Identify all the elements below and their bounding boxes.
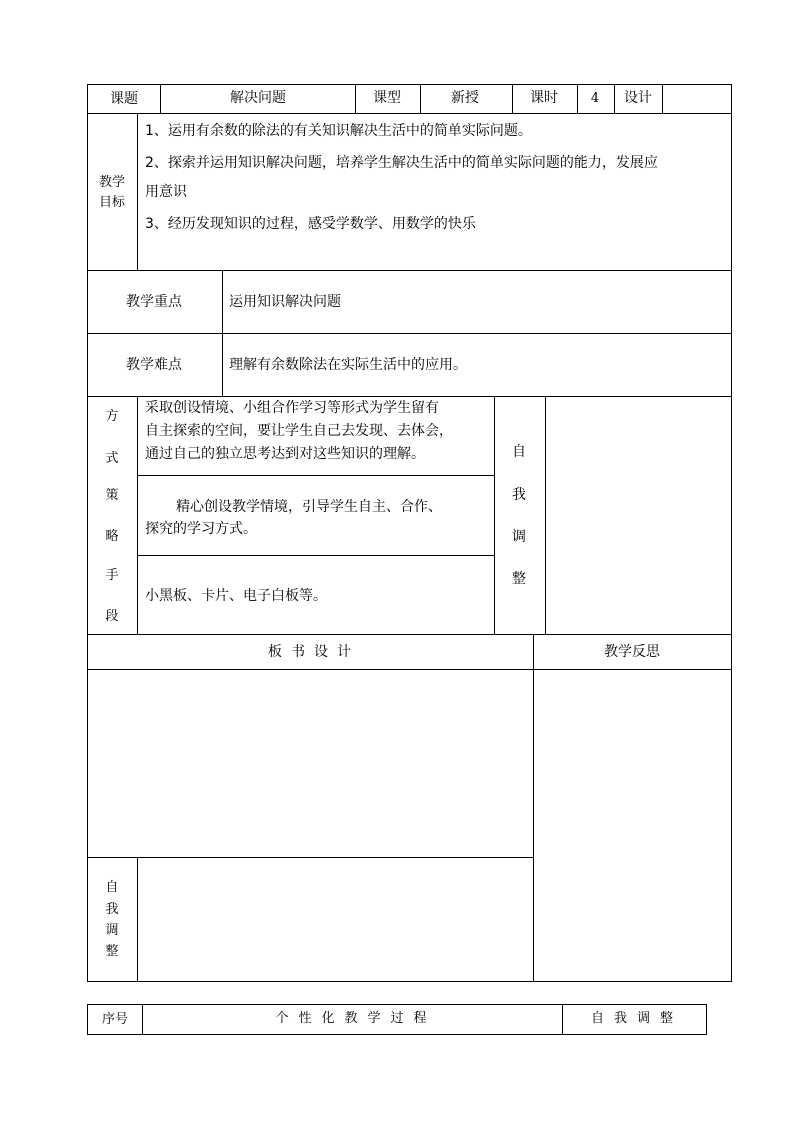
table-border-bottom [87, 1034, 707, 1035]
strategy-line: 精心创设教学情境，引导学生自主、合作、 [176, 499, 442, 515]
table-border-top [87, 84, 732, 85]
table-rule [87, 270, 732, 271]
seq-label: 序号 [101, 1012, 129, 1027]
means-value: 小黑板、卡片、电子白板等。 [145, 588, 327, 604]
table-rule [87, 634, 732, 635]
goal-item: 2、探索并运用知识解决问题，培养学生解决生活中的简单实际问题的能力，发展应 [145, 155, 658, 171]
goal-item: 用意识 [145, 184, 187, 200]
table-rule [137, 555, 494, 556]
reflection-label: 教学反思 [604, 644, 660, 660]
table-border-left [87, 84, 88, 982]
difficulty-label: 教学难点 [126, 357, 182, 373]
table-rule [512, 84, 513, 114]
board-self-adjust-label: 自 [105, 880, 119, 895]
table-rule [87, 333, 732, 334]
mode-line: 采取创设情境、小组合作学习等形式为学生留有 [145, 400, 439, 416]
table-border-left [87, 1004, 88, 1035]
table-rule [494, 396, 495, 635]
table-rule [137, 113, 138, 271]
type-value: 新授 [451, 90, 479, 106]
strategy-line: 探究的学习方式。 [145, 521, 257, 537]
table-border-top [87, 1004, 707, 1005]
mode-text [145, 397, 453, 466]
topic-value: 解决问题 [230, 90, 286, 106]
difficulty-value: 理解有余数除法在实际生活中的应用。 [229, 357, 467, 373]
goals-label: 教学 [98, 175, 126, 190]
table-rule [614, 84, 615, 114]
key-point-label: 教学重点 [126, 294, 182, 310]
board-self-adjust-label: 整 [105, 944, 119, 959]
board-self-adjust-label: 我 [105, 902, 119, 917]
means-label: 手 [105, 568, 119, 583]
process-title: 个性化教学过程 [275, 1011, 437, 1026]
mode-line: 自主探索的空间，要让学生自己去发现、去体会， [145, 423, 453, 439]
table-rule [662, 84, 663, 114]
self-adjust-label: 整 [512, 571, 526, 587]
process-self-adjust: 自我调整 [590, 1011, 684, 1026]
self-adjust-label: 调 [512, 529, 526, 545]
table-rule [87, 669, 732, 670]
period-value: 4 [590, 91, 600, 106]
strategy-label: 略 [105, 529, 119, 544]
mode-label: 式 [105, 451, 119, 466]
table-rule [160, 84, 161, 114]
self-adjust-label: 我 [512, 487, 526, 503]
key-point-value: 运用知识解决问题 [229, 294, 341, 310]
table-rule [562, 1004, 563, 1035]
design-label: 设计 [624, 90, 652, 106]
goal-item: 1、运用有余数的除法的有关知识解决生活中的简单实际问题。 [145, 123, 532, 139]
board-design-label: 板书设计 [268, 644, 360, 660]
type-label: 课型 [373, 90, 401, 106]
table-rule [137, 475, 494, 476]
strategy-label: 策 [105, 488, 119, 503]
goals-label: 目标 [98, 195, 126, 210]
table-rule [137, 396, 138, 635]
goal-item: 3、经历发现知识的过程，感受学数学、用数学的快乐 [145, 216, 476, 232]
table-rule [142, 1004, 143, 1035]
table-rule [420, 84, 421, 114]
table-rule [545, 396, 546, 635]
table-rule [87, 857, 533, 858]
table-border-bottom [87, 981, 732, 982]
table-rule [355, 84, 356, 114]
period-label: 课时 [530, 90, 558, 106]
topic-label: 课题 [110, 91, 138, 107]
table-rule [533, 634, 534, 982]
board-self-adjust-label: 调 [105, 923, 119, 938]
table-rule [87, 113, 732, 114]
table-border-right [706, 1004, 707, 1035]
table-rule [222, 270, 223, 397]
table-border-right [731, 84, 732, 982]
mode-label: 方 [105, 409, 119, 424]
mode-line: 通过自己的独立思考达到对这些知识的理解。 [145, 446, 425, 462]
means-label: 段 [105, 609, 119, 624]
self-adjust-label: 自 [512, 444, 526, 460]
table-rule [137, 857, 138, 982]
table-rule [577, 84, 578, 114]
